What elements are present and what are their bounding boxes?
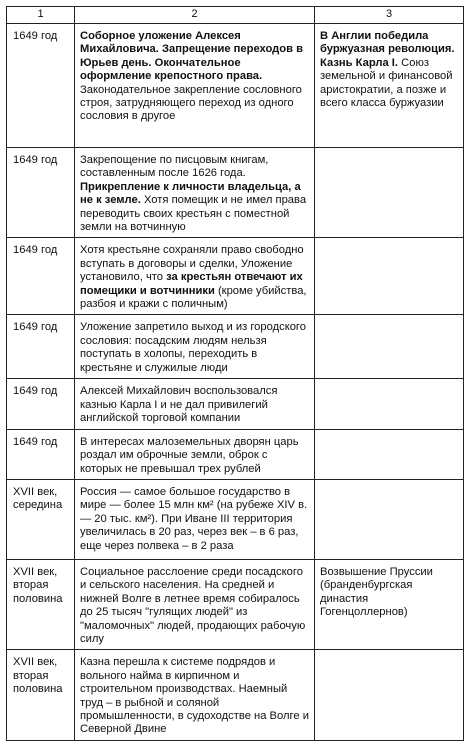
- history-table: [6, 6, 464, 741]
- note-cell: [315, 429, 464, 479]
- note-cell: [315, 148, 464, 238]
- content-cell: Социальное расслоение среди посадского и сельского населения. На средней и нижней Волге в летнее время собиралось до 25 тысяч "гулящих людей" из "маломочных" людей, продающих рабочую силу: [75, 559, 315, 649]
- bold-text: Соборное уложение Алексея Михайловича. Запрещение переходов в Юрьев день. Окончательное оформление крепостного права.: [80, 30, 303, 83]
- content-cell: Уложение запретило выход и из городского сословия: посадским людям нельзя поступать в холопы, переходить в крестьяне и служилые люди: [75, 315, 315, 379]
- table-row: [7, 148, 464, 238]
- table-row: [7, 429, 464, 479]
- note-cell: [315, 479, 464, 559]
- body-text: Хотя крестьяне сохраняли право свободно вступать в договоры и сделки, Уложение установило, что: [80, 244, 304, 284]
- content-cell: [75, 148, 315, 238]
- header-row: [7, 7, 464, 24]
- column-header-3: 3: [315, 7, 464, 24]
- year-cell: 1649 год: [7, 238, 75, 315]
- bold-text: В Англии победила буржуазная революция. Казнь Карла I.: [320, 30, 455, 69]
- note-cell: [315, 238, 464, 315]
- year-cell: 1649 год: [7, 379, 75, 429]
- content-cell: [75, 238, 315, 315]
- content-cell: Казна перешла к системе подрядов и вольного найма в кирпичном и строительном производствах. Наемный труд – в рыбной и соляной промышленности, в судоходстве на Волге и Северной Двине: [75, 650, 315, 740]
- year-cell: 1649 год: [7, 315, 75, 379]
- year-cell: XVII век, середина: [7, 479, 75, 559]
- table-row: [7, 479, 464, 559]
- bold-text: за крестьян отвечают их помещики и вотчинники: [80, 271, 303, 297]
- note-cell: Возвышение Пруссии (бранденбургская династия Гогенцоллернов): [315, 559, 464, 649]
- table-row: [7, 24, 464, 148]
- table-row: [7, 315, 464, 379]
- year-cell: 1649 год: [7, 24, 75, 148]
- body-text: Закрепощение по писцовым книгам, составленным после 1626 года.: [80, 154, 269, 180]
- note-cell: [315, 650, 464, 740]
- year-cell: 1649 год: [7, 429, 75, 479]
- note-cell: [315, 24, 464, 148]
- year-cell: XVII век, вторая половина: [7, 650, 75, 740]
- column-header-1: 1: [7, 7, 75, 24]
- bold-text: Прикрепление к личности владельца, а не к земле.: [80, 180, 301, 207]
- body-text: (кроме убийства, разбоя и кражи с поличным): [80, 284, 307, 311]
- year-cell: XVII век, вторая половина: [7, 559, 75, 649]
- body-text: Хотя помещик и не имел права переводить своих крестьян с поместной земли на вотчинную: [80, 194, 307, 234]
- note-cell: [315, 379, 464, 429]
- column-header-2: 2: [75, 7, 315, 24]
- body-text: Союз земельной и финансовой аристократии, а позже и всего класса буржуазии: [320, 56, 453, 110]
- content-cell: Алексей Михайлович воспользовался казнью Карла I и не дал привилегий английской торговой компании: [75, 379, 315, 429]
- table-row: [7, 559, 464, 649]
- table-row: [7, 650, 464, 740]
- table-row: [7, 379, 464, 429]
- content-cell: [75, 24, 315, 148]
- table-row: [7, 238, 464, 315]
- content-cell: В интересах малоземельных дворян царь роздал им оброчные земли, оброк с которых не превышал трех рублей: [75, 429, 315, 479]
- content-cell: Россия — самое большое государство в мире — более 15 млн км² (на рубеже XIV в. — 20 тыс. км²). При Иване III территория увеличилась в 20 раз, через век – в 6 раз, еще через полвека – в 2 раза: [75, 479, 315, 559]
- body-text: Законодательное закрепление сословного строя, затрудняющего переход из одного сословия в другое: [80, 83, 302, 123]
- year-cell: 1649 год: [7, 148, 75, 238]
- note-cell: [315, 315, 464, 379]
